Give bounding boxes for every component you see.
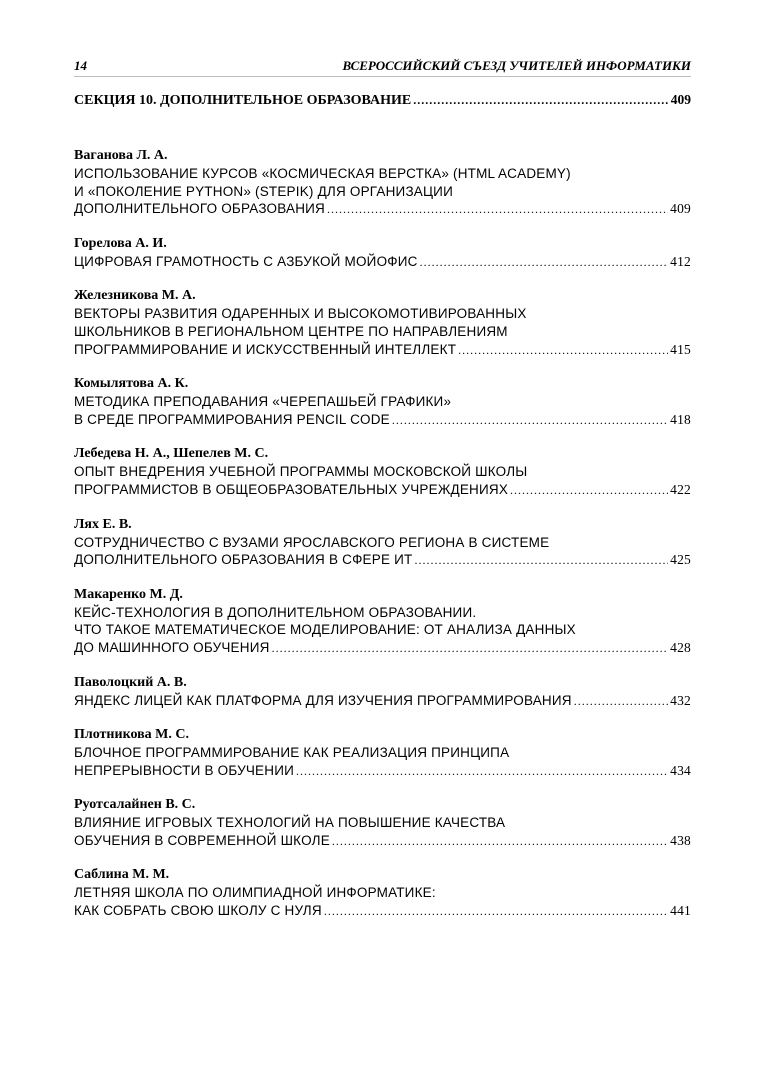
toc-entry[interactable] (74, 375, 691, 429)
toc-entry[interactable] (74, 516, 691, 570)
entry-title-last-line (74, 200, 691, 219)
entry-author: Железникова М. А. (74, 288, 196, 304)
entry-title-last-line (74, 762, 691, 781)
entry-page-number: 409 (670, 201, 691, 217)
toc-entry[interactable] (74, 287, 691, 359)
entry-page-number: 415 (670, 341, 691, 357)
dot-leader (332, 833, 668, 851)
toc-entry[interactable] (74, 147, 691, 219)
entry-author: Макаренко М. Д. (74, 586, 183, 602)
entry-page-number: 434 (670, 762, 691, 778)
dot-leader (414, 552, 668, 570)
entry-page-number: 438 (670, 832, 691, 848)
dot-leader (327, 201, 668, 219)
entry-title-last-line (74, 639, 691, 658)
toc-entry[interactable] (74, 235, 691, 272)
entry-title-line: ВЕКТОРЫ РАЗВИТИЯ ОДАРЕННЫХ И ВЫСОКОМОТИВИРОВАННЫХ (74, 306, 527, 322)
entry-title-line: ДОПОЛНИТЕЛЬНОГО ОБРАЗОВАНИЯ (74, 201, 326, 217)
section-title: СЕКЦИЯ 10. ДОПОЛНИТЕЛЬНОЕ ОБРАЗОВАНИЕ (74, 93, 412, 108)
entry-author: Плотникова М. С. (74, 727, 189, 743)
entry-title-last-line (74, 253, 691, 272)
dot-leader (413, 91, 669, 109)
toc-entry[interactable] (74, 866, 691, 920)
dot-leader (392, 412, 668, 430)
entry-title-line: КЕЙС-ТЕХНОЛОГИЯ В ДОПОЛНИТЕЛЬНОМ ОБРАЗОВАНИИ. (74, 604, 477, 620)
dot-leader (510, 482, 668, 500)
entry-title-last-line (74, 692, 691, 711)
section-heading[interactable] (74, 91, 691, 110)
entry-title-line: И «ПОКОЛЕНИЕ PYTHON» (STEPIK) ДЛЯ ОРГАНИЗАЦИИ (74, 183, 453, 199)
toc-entry[interactable] (74, 445, 691, 499)
running-title: ВСЕРОССИЙСКИЙ СЪЕЗД УЧИТЕЛЕЙ ИНФОРМАТИКИ (342, 58, 691, 73)
entry-title-line: МЕТОДИКА ПРЕПОДАВАНИЯ «ЧЕРЕПАШЬЕЙ ГРАФИКИ» (74, 394, 452, 410)
entry-page-number: 412 (670, 253, 691, 269)
entry-title-line: ВЛИЯНИЕ ИГРОВЫХ ТЕХНОЛОГИЙ НА ПОВЫШЕНИЕ КАЧЕСТВА (74, 815, 506, 831)
dot-leader (296, 763, 668, 781)
entry-title-last-line (74, 411, 691, 430)
entry-page-number: 422 (670, 481, 691, 497)
entry-title-line: ДО МАШИННОГО ОБУЧЕНИЯ (74, 639, 270, 655)
entry-author: Саблина М. М. (74, 867, 170, 883)
dot-leader (272, 640, 669, 658)
toc-entry[interactable] (74, 726, 691, 780)
entry-page-number: 432 (670, 692, 691, 708)
entry-title-last-line (74, 551, 691, 570)
entry-title-last-line (74, 481, 691, 500)
dot-leader (324, 903, 668, 921)
entry-page-number: 425 (670, 552, 691, 568)
entry-title-line: СОТРУДНИЧЕСТВО С ВУЗАМИ ЯРОСЛАВСКОГО РЕГИОНА В СИСТЕМЕ (74, 534, 550, 550)
entry-title-line: В СРЕДЕ ПРОГРАММИРОВАНИЯ PENCIL CODE (74, 411, 390, 427)
dot-leader (574, 693, 668, 711)
running-header (74, 58, 691, 77)
toc-entry[interactable] (74, 796, 691, 850)
entry-title-last-line (74, 832, 691, 851)
entry-title-line: ДОПОЛНИТЕЛЬНОГО ОБРАЗОВАНИЯ В СФЕРЕ ИТ (74, 552, 413, 568)
entry-title-line: ШКОЛЬНИКОВ В РЕГИОНАЛЬНОМ ЦЕНТРЕ ПО НАПРАВЛЕНИЯМ (74, 323, 508, 339)
entry-author: Лях Е. В. (74, 516, 132, 532)
entry-title-line: ИСПОЛЬЗОВАНИЕ КУРСОВ «КОСМИЧЕСКАЯ ВЕРСТКА» (HTML ACADEMY) (74, 166, 571, 181)
entry-title-line: ОПЫТ ВНЕДРЕНИЯ УЧЕБНОЙ ПРОГРАММЫ МОСКОВСКОЙ ШКОЛЫ (74, 464, 528, 480)
entry-title-line: БЛОЧНОЕ ПРОГРАММИРОВАНИЕ КАК РЕАЛИЗАЦИЯ ПРИНЦИПА (74, 745, 510, 761)
entry-author: Паволоцкий А. В. (74, 674, 187, 690)
entry-title-line: ЧТО ТАКОЕ МАТЕМАТИЧЕСКОЕ МОДЕЛИРОВАНИЕ: ОТ АНАЛИЗА ДАННЫХ (74, 622, 576, 638)
entry-title-last-line (74, 341, 691, 360)
entry-title-last-line (74, 902, 691, 921)
entry-page-number: 418 (670, 411, 691, 427)
entry-author: Горелова А. И. (74, 235, 167, 251)
entry-title-line: ПРОГРАММИРОВАНИЕ И ИСКУССТВЕННЫЙ ИНТЕЛЛЕКТ (74, 341, 457, 357)
entry-title-line: ЯНДЕКС ЛИЦЕЙ КАК ПЛАТФОРМА ДЛЯ ИЗУЧЕНИЯ ПРОГРАММИРОВАНИЯ (74, 692, 572, 708)
toc-entries (74, 147, 691, 937)
entry-author: Лебедева Н. А., Шепелев М. С. (74, 446, 269, 462)
entry-author: Ваганова Л. А. (74, 148, 168, 163)
entry-title-line: ЛЕТНЯЯ ШКОЛА ПО ОЛИМПИАДНОЙ ИНФОРМАТИКЕ: (74, 885, 436, 901)
dot-leader (458, 342, 668, 360)
entry-page-number: 428 (670, 639, 691, 655)
toc-entry[interactable] (74, 674, 691, 711)
entry-title-line: ЦИФРОВАЯ ГРАМОТНОСТЬ С АЗБУКОЙ МОЙОФИС (74, 253, 418, 269)
entry-title-line: НЕПРЕРЫВНОСТИ В ОБУЧЕНИИ (74, 762, 295, 778)
entry-title-line: ПРОГРАММИСТОВ В ОБЩЕОБРАЗОВАТЕЛЬНЫХ УЧРЕЖДЕНИЯХ (74, 481, 509, 497)
entry-title-line: ОБУЧЕНИЯ В СОВРЕМЕННОЙ ШКОЛЕ (74, 832, 330, 848)
dot-leader (420, 254, 669, 272)
entry-page-number: 441 (670, 903, 691, 919)
entry-author: Руотсалайнен В. С. (74, 797, 196, 813)
section-page-number: 409 (670, 92, 691, 107)
entry-author: Комылятова А. К. (74, 376, 189, 392)
toc-entry[interactable] (74, 586, 691, 658)
entry-title-line: КАК СОБРАТЬ СВОЮ ШКОЛУ С НУЛЯ (74, 903, 322, 919)
page-number: 14 (74, 58, 87, 73)
